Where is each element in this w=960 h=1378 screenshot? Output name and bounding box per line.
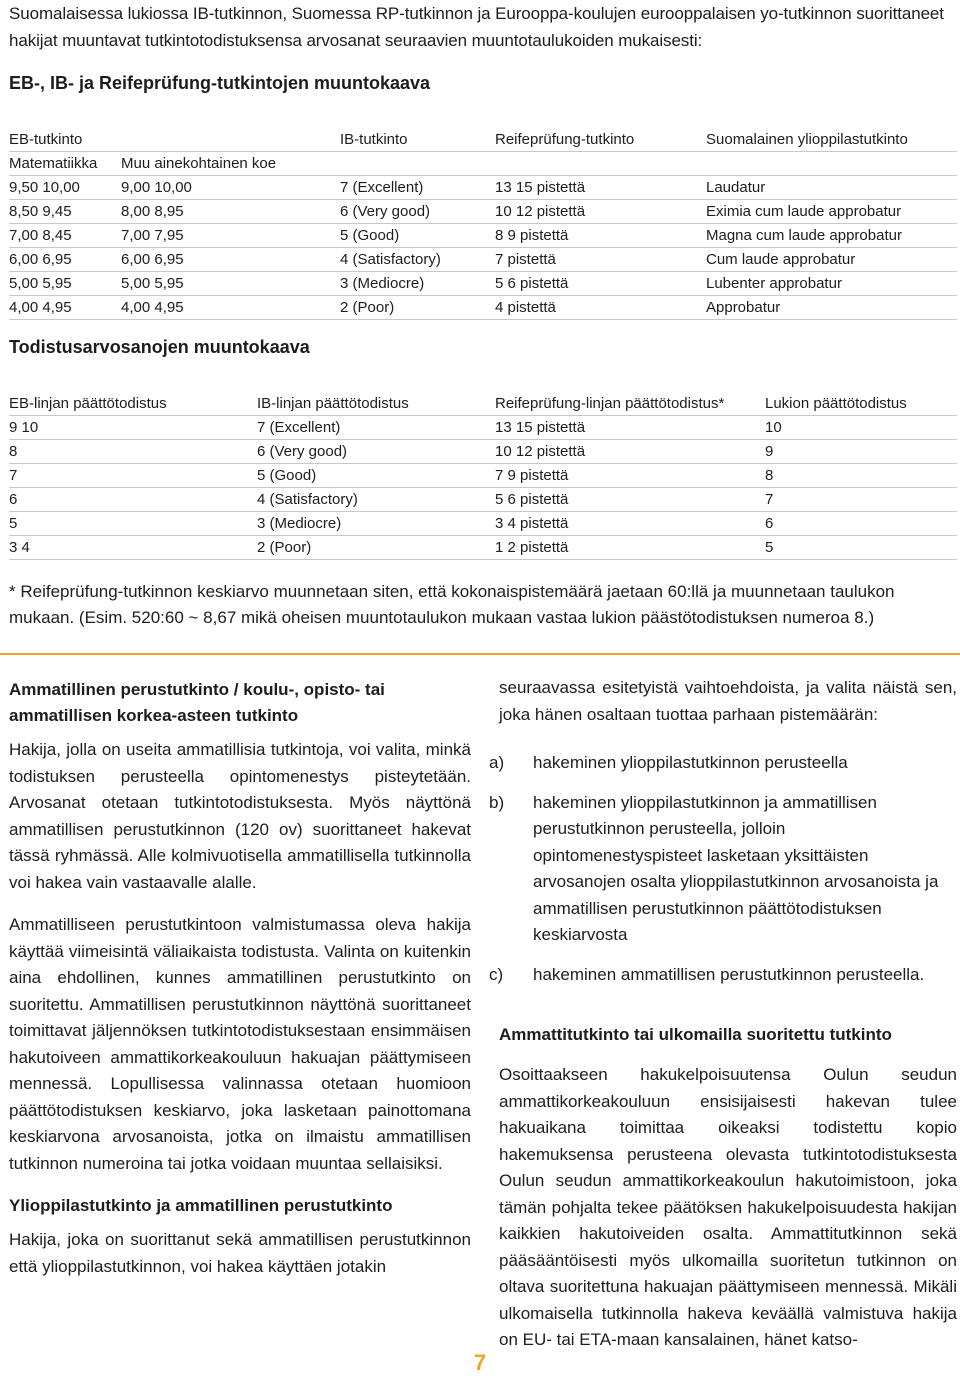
table-row bbox=[9, 440, 957, 464]
table-cell: 8 9 pistettä bbox=[495, 224, 706, 248]
section-heading: Ylioppilastutkinto ja ammatillinen perustutkinto bbox=[9, 1196, 393, 1215]
table-cell: Eximia cum laude approbatur bbox=[706, 200, 957, 224]
option-label: b) bbox=[489, 792, 505, 812]
table-row bbox=[9, 224, 957, 248]
option-text: hakeminen ylioppilastutkinnon perusteella bbox=[533, 753, 848, 772]
table-row bbox=[9, 416, 957, 440]
table-cell: 7 (Excellent) bbox=[340, 176, 495, 200]
section-divider bbox=[0, 653, 960, 655]
table-cell: 3 (Mediocre) bbox=[340, 272, 495, 296]
table-cell: 8,00 8,95 bbox=[121, 200, 340, 224]
table-cell: 7 (Excellent) bbox=[257, 416, 495, 440]
table-row bbox=[9, 536, 957, 560]
table2-header-cell: Lukion päättötodistus bbox=[765, 392, 957, 416]
table-cell: Lubenter approbatur bbox=[706, 272, 957, 296]
table-row bbox=[9, 464, 957, 488]
table-cell: 4,00 4,95 bbox=[121, 296, 340, 320]
table-cell: 2 (Poor) bbox=[340, 296, 495, 320]
table-cell: 7 bbox=[765, 488, 957, 512]
option-text: hakeminen ammatillisen perustutkinnon perusteella. bbox=[533, 964, 925, 984]
section-heading: Ammattitutkinto tai ulkomailla suoritettu tutkinto bbox=[499, 1025, 892, 1044]
option-label: a) bbox=[489, 753, 505, 772]
table-cell: Cum laude approbatur bbox=[706, 248, 957, 272]
table-cell: 10 12 pistettä bbox=[495, 440, 765, 464]
footnote: * Reifeprüfung-tutkinnon keskiarvo muunnetaan siten, että kokonaispistemäärä jaetaan 60:llä ja muunnetaan taulukon mukaan. (Esim. 520:60 ~ 8,67 mikä oheisen muuntotaulukon mukaan vastaa lukion päästötodistuksen numeroa 8.) bbox=[9, 582, 895, 627]
table1-header-cell: Reifeprüfung-tutkinto bbox=[495, 128, 706, 152]
table-cell: 4 (Satisfactory) bbox=[257, 488, 495, 512]
intro-paragraph: Suomalaisessa lukiossa IB-tutkinnon, Suomessa RP-tutkinnon ja Eurooppa-koulujen eurooppalaisen yo-tutkinnon suorittaneet hakijat muuntavat tutkintotodistuksensa arvosanat seuraavien muuntotaulukoiden mukaisesti: bbox=[9, 4, 944, 50]
body-paragraph: Osoittaakseen hakukelpoisuutensa Oulun seudun ammattikorkeakouluun ensisijaisesti hakevan tulee hakuaikana toimittaa oikeaksi todistettu kopio hakemuksensa perusteena olevasta tutkintotodistuksesta Oulun seudun ammattikorkeakoulun hakutoimistoon, joka tämän pohjalta tekee päätöksen hakukelpoisuudesta hakijan kaikkien hakutoiveiden osalta. Ammattitutkinnon sekä pääsääntöisesti myös ulkomailla suoritetun tutkinnon on oltava suoritettuna hakuajan päättymiseen mennessä. Mikäli ulkomaisella tutkinnolla hakeva keväällä valmistuva hakija on EU- tai ETA-maan kansalainen, hänet katso- bbox=[499, 1065, 957, 1349]
table-cell: 9 10 bbox=[9, 416, 257, 440]
body-paragraph: Hakija, joka on suorittanut sekä ammatillisen perustutkinnon että ylioppilastutkinnon, voi hakea käyttäen jotakin bbox=[9, 1230, 471, 1276]
table1-subheader-cell: Matematiikka bbox=[9, 152, 121, 176]
table1-header-cell: EB-tutkinto bbox=[9, 128, 121, 152]
table-row bbox=[9, 296, 957, 320]
table2-header-cell: Reifeprüfung-linjan päättötodistus* bbox=[495, 392, 765, 416]
table-row bbox=[9, 512, 957, 536]
table-cell: 6 (Very good) bbox=[257, 440, 495, 464]
right-column bbox=[489, 675, 957, 1370]
table-cell: 6 bbox=[765, 512, 957, 536]
table-cell: 7,00 8,45 bbox=[9, 224, 121, 248]
table2-header-row bbox=[9, 392, 957, 416]
table-cell: 9 bbox=[765, 440, 957, 464]
table-cell: 5 6 pistettä bbox=[495, 272, 706, 296]
table-cell: 5 6 pistettä bbox=[495, 488, 765, 512]
table1-header-cell: Suomalainen ylioppilastutkinto bbox=[706, 128, 957, 152]
table-cell: 5,00 5,95 bbox=[9, 272, 121, 296]
table-cell: 5 (Good) bbox=[340, 224, 495, 248]
table1-subheader-cell: Muu ainekohtainen koe bbox=[121, 152, 340, 176]
table-cell: 6 bbox=[9, 488, 257, 512]
table1-header-row bbox=[9, 128, 957, 152]
table-cell: 8 bbox=[9, 440, 257, 464]
table-cell: 3 4 bbox=[9, 536, 257, 560]
table-cell: 6,00 6,95 bbox=[9, 248, 121, 272]
table-cell: 5 bbox=[9, 512, 257, 536]
table2-title: Todistusarvosanojen muuntokaava bbox=[9, 337, 310, 357]
table-cell: 3 4 pistettä bbox=[495, 512, 765, 536]
option-label: c) bbox=[489, 964, 504, 984]
left-column bbox=[9, 677, 471, 1296]
table-cell: 2 (Poor) bbox=[257, 536, 495, 560]
table-cell: Approbatur bbox=[706, 296, 957, 320]
table-cell: 6 (Very good) bbox=[340, 200, 495, 224]
table2-header-cell: IB-linjan päättötodistus bbox=[257, 392, 495, 416]
body-paragraph: Hakija, jolla on useita ammatillisia tutkintoja, voi valita, minkä todistuksen perusteella opintomenestys pisteytetään. Arvosanat otetaan tutkintotodistuksesta. Myös näyttönä ammatillisen perustutkinnon (120 ov) suorittaneet hakevat tässä ryhmässä. Alle kolmivuotisella ammatillisella tutkinnolla voi hakea vain vastaavalle alalle. bbox=[9, 740, 471, 892]
table-cell: 3 (Mediocre) bbox=[257, 512, 495, 536]
option-text: hakeminen ylioppilastutkinnon ja ammatillisen perustutkinnon perusteella, jolloin opintomenestyspisteet lasketaan yksittäisten arvosanojen osalta ylioppilastutkinnon arvosanoista ja ammatillisen perustutkinnon päättötodistuksen keskiarvosta bbox=[533, 792, 939, 944]
grade-conversion-table bbox=[9, 128, 957, 320]
table-cell: 7 9 pistettä bbox=[495, 464, 765, 488]
table-cell: 7 pistettä bbox=[495, 248, 706, 272]
table-row bbox=[9, 272, 957, 296]
table-cell: 4,00 4,95 bbox=[9, 296, 121, 320]
table1-subheader-row bbox=[9, 152, 957, 176]
certificate-conversion-table bbox=[9, 392, 957, 560]
table-cell: 13 15 pistettä bbox=[495, 416, 765, 440]
table-cell: 5 (Good) bbox=[257, 464, 495, 488]
table-cell: 4 (Satisfactory) bbox=[340, 248, 495, 272]
table-cell: 5 bbox=[765, 536, 957, 560]
list-item bbox=[489, 962, 957, 989]
table-row bbox=[9, 248, 957, 272]
table-row bbox=[9, 200, 957, 224]
table-cell: 7,00 7,95 bbox=[121, 224, 340, 248]
table1-header-cell bbox=[121, 128, 340, 152]
page-number: 7 bbox=[473, 1350, 487, 1375]
table2-header-cell: EB-linjan päättötodistus bbox=[9, 392, 257, 416]
table-cell: 8,50 9,45 bbox=[9, 200, 121, 224]
body-paragraph: seuraavassa esitetyistä vaihtoehdoista, ja valita näistä sen, joka hänen osaltaan tuottaa parhaan pistemäärän: bbox=[499, 678, 957, 724]
table-cell: 10 bbox=[765, 416, 957, 440]
table-cell: 7 bbox=[9, 464, 257, 488]
table-cell: Laudatur bbox=[706, 176, 957, 200]
body-paragraph: Ammatilliseen perustutkintoon valmistumassa oleva hakija käyttää viimeisintä väliaikaista todistusta. Valinta on kuitenkin aina ehdollinen, kunnes ammatillinen perustutkinto on suoritettu. Ammatillisen perustutkinnon näyttönä suorittaneet toimittavat jäljennöksen tutkintotodistuksestaan ensimmäisen hakutoiveen ammattikorkeakouluun hakuajan päättymiseen mennessä. Lopullisessa valinnassa otetaan huomioon päättötodistuksen keskiarvo, joka lasketaan painottomana keskiarvona arvosanoista, jotka on ilmaistu ammatillisen tutkinnon numeroina tai jotka voidaan muuntaa sellaisiksi. bbox=[9, 915, 471, 1173]
table-row bbox=[9, 176, 957, 200]
section-heading: Ammatillinen perustutkinto / koulu-, opisto- tai ammatillisen korkea-asteen tutkinto bbox=[9, 680, 385, 725]
list-item bbox=[489, 790, 957, 949]
table-cell: 5,00 5,95 bbox=[121, 272, 340, 296]
table-cell: Magna cum laude approbatur bbox=[706, 224, 957, 248]
table1-title: EB-, IB- ja Reifeprüfung-tutkintojen muuntokaava bbox=[9, 73, 431, 93]
table-cell: 9,00 10,00 bbox=[121, 176, 340, 200]
table-row bbox=[9, 488, 957, 512]
list-item bbox=[489, 750, 957, 777]
table-cell: 6,00 6,95 bbox=[121, 248, 340, 272]
table1-header-cell: IB-tutkinto bbox=[340, 128, 495, 152]
table-cell: 9,50 10,00 bbox=[9, 176, 121, 200]
table-cell: 1 2 pistettä bbox=[495, 536, 765, 560]
table-cell: 4 pistettä bbox=[495, 296, 706, 320]
table-cell: 10 12 pistettä bbox=[495, 200, 706, 224]
table-cell: 13 15 pistettä bbox=[495, 176, 706, 200]
table-cell: 8 bbox=[765, 464, 957, 488]
